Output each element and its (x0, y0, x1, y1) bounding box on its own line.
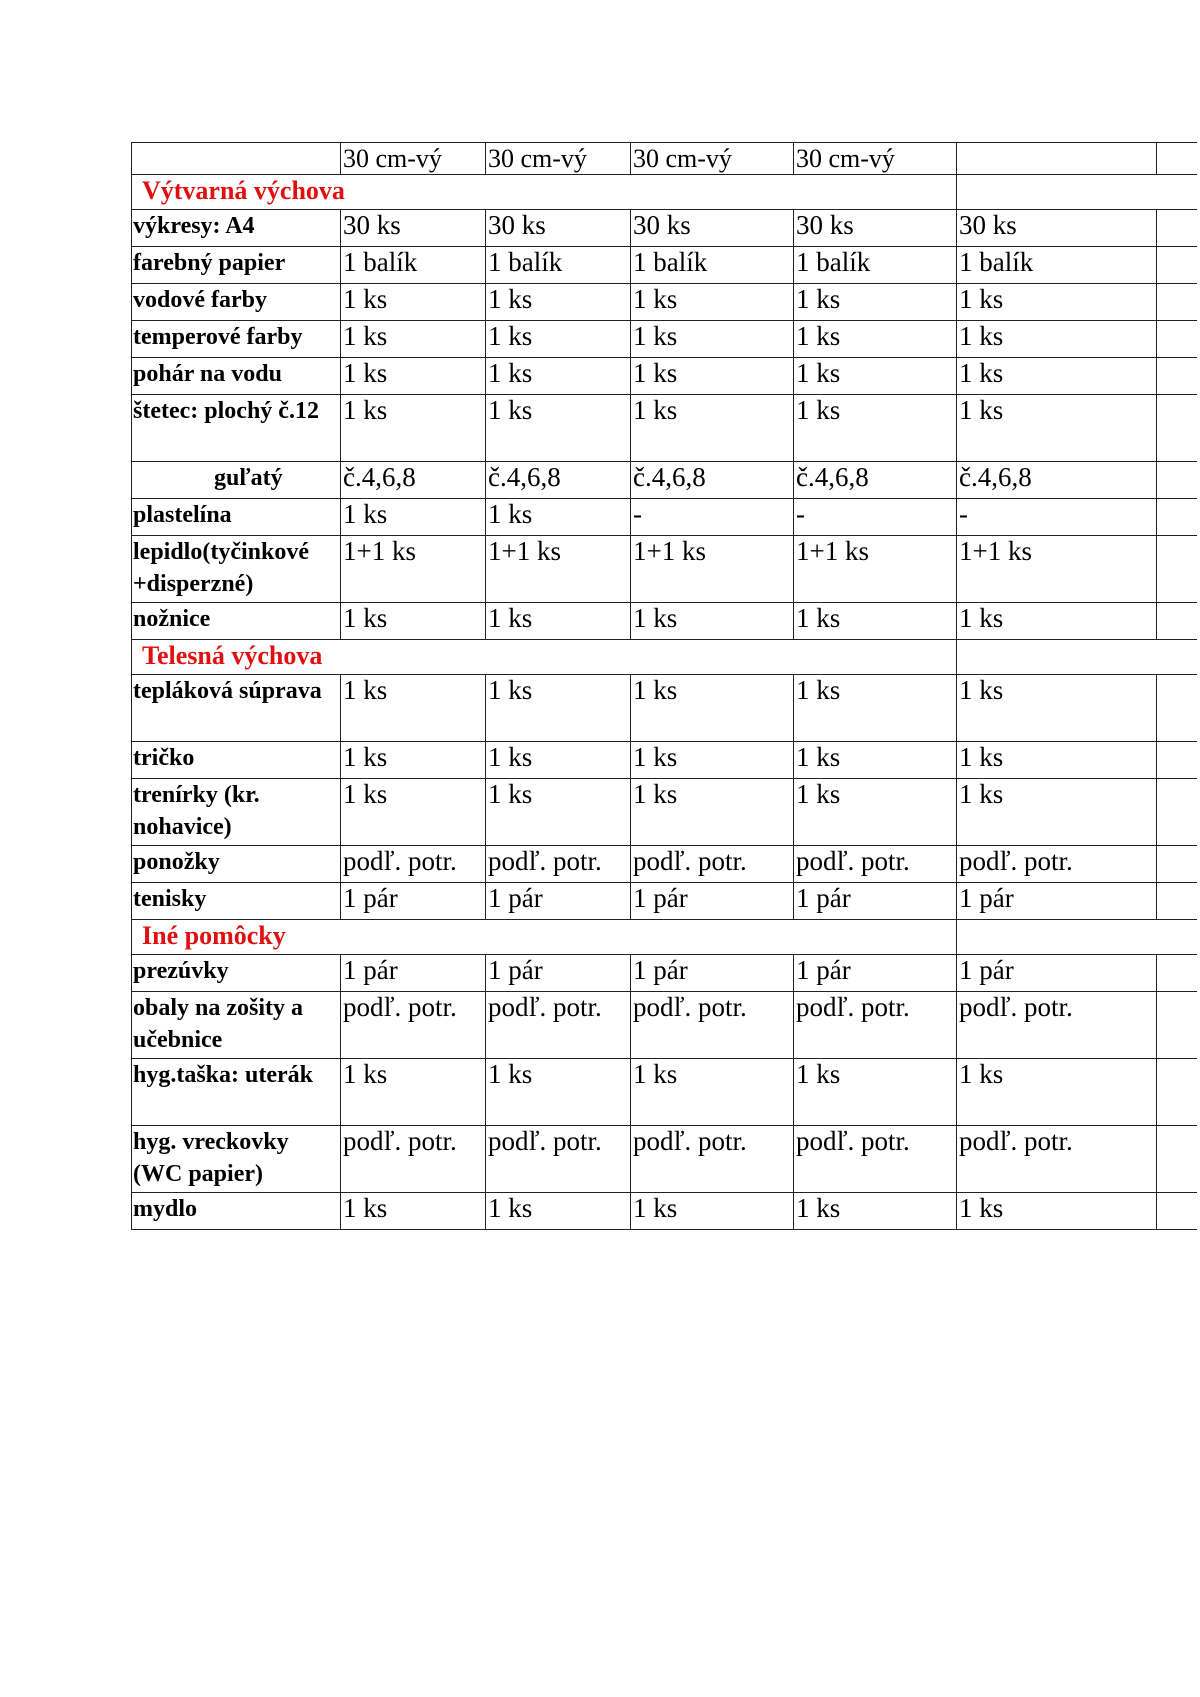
table-row (132, 742, 1197, 779)
table-row (132, 883, 1197, 920)
row-tail-cell (1157, 883, 1197, 920)
item-quantity: č.4,6,8 (794, 462, 957, 499)
table-row (132, 955, 1197, 992)
table-row (132, 846, 1197, 883)
item-label: hyg.taška: uterák (132, 1059, 341, 1126)
item-quantity: 1 ks (341, 742, 486, 779)
item-quantity: 1 pár (341, 955, 486, 992)
item-quantity: 1 pár (794, 883, 957, 920)
item-quantity: 1 ks (341, 395, 486, 462)
item-quantity: 1 ks (957, 742, 1157, 779)
item-quantity: podľ. potr. (631, 1126, 794, 1193)
table-row (132, 1059, 1197, 1126)
item-quantity: podľ. potr. (957, 1126, 1157, 1193)
header-corner-cell (132, 143, 341, 175)
item-quantity: 1 ks (631, 603, 794, 640)
item-quantity: 1 ks (341, 284, 486, 321)
item-quantity: - (794, 499, 957, 536)
item-quantity: 1 pár (631, 883, 794, 920)
table-row (132, 247, 1197, 284)
header-cell (957, 143, 1157, 175)
item-quantity: 1 ks (631, 358, 794, 395)
item-quantity: 1 ks (957, 1059, 1157, 1126)
row-tail-cell (1157, 1193, 1197, 1230)
header-cell: 30 cm-vý (341, 143, 486, 175)
table-row (132, 395, 1197, 462)
section-extra-cell (957, 920, 1197, 955)
item-quantity: č.4,6,8 (341, 462, 486, 499)
header-cell: 30 cm-vý (794, 143, 957, 175)
item-quantity: podľ. potr. (341, 846, 486, 883)
item-quantity: 1 balík (957, 247, 1157, 284)
table-row (132, 358, 1197, 395)
item-quantity: 1 pár (486, 955, 631, 992)
item-label: mydlo (132, 1193, 341, 1230)
item-quantity: 1 ks (341, 779, 486, 846)
item-quantity: 1 ks (794, 1193, 957, 1230)
item-label: obaly na zošity a učebnice (132, 992, 341, 1059)
item-quantity: podľ. potr. (957, 992, 1157, 1059)
item-label: tepláková súprava (132, 675, 341, 742)
item-quantity: 1 ks (486, 358, 631, 395)
item-quantity: 1 ks (794, 675, 957, 742)
row-tail-cell (1157, 603, 1197, 640)
section-title: Iné pomôcky (132, 920, 957, 955)
item-label: farebný papier (132, 247, 341, 284)
item-quantity: 1 ks (341, 1193, 486, 1230)
item-quantity: 1 ks (957, 603, 1157, 640)
item-quantity: 1 pár (631, 955, 794, 992)
item-quantity: podľ. potr. (631, 992, 794, 1059)
header-cell: 30 cm-vý (486, 143, 631, 175)
item-quantity: podľ. potr. (486, 1126, 631, 1193)
item-label: guľatý (132, 462, 341, 499)
table-row (132, 284, 1197, 321)
item-quantity: 1 pár (486, 883, 631, 920)
item-quantity: 1 ks (957, 675, 1157, 742)
item-label: ponožky (132, 846, 341, 883)
item-quantity: podľ. potr. (341, 992, 486, 1059)
item-quantity: 1 ks (486, 1193, 631, 1230)
item-quantity: 1 ks (631, 675, 794, 742)
item-quantity: 1 ks (341, 321, 486, 358)
row-tail-cell (1157, 742, 1197, 779)
item-quantity: 1 pár (341, 883, 486, 920)
item-quantity: 1 ks (794, 358, 957, 395)
row-tail-cell (1157, 536, 1197, 603)
item-quantity: podľ. potr. (794, 992, 957, 1059)
table-row (132, 499, 1197, 536)
row-tail-cell (1157, 675, 1197, 742)
item-quantity: podľ. potr. (341, 1126, 486, 1193)
item-quantity: 1 ks (794, 395, 957, 462)
item-label: štetec: plochý č.12 (132, 395, 341, 462)
item-quantity: 1 ks (341, 358, 486, 395)
table-row (132, 1126, 1197, 1193)
item-quantity: 1 pár (957, 883, 1157, 920)
row-tail-cell (1157, 395, 1197, 462)
section-row (132, 640, 1197, 675)
section-extra-cell (957, 175, 1197, 210)
row-tail-cell (1157, 462, 1197, 499)
item-quantity: 1 ks (794, 779, 957, 846)
item-label: prezúvky (132, 955, 341, 992)
item-quantity: 1 ks (957, 321, 1157, 358)
item-quantity: podľ. potr. (957, 846, 1157, 883)
item-quantity: 1 ks (486, 499, 631, 536)
item-quantity: podľ. potr. (794, 846, 957, 883)
item-quantity: 1 ks (486, 603, 631, 640)
item-quantity: 1 ks (341, 603, 486, 640)
item-label: tenisky (132, 883, 341, 920)
section-row (132, 175, 1197, 210)
section-row (132, 920, 1197, 955)
table-row (132, 992, 1197, 1059)
item-label: trenírky (kr. nohavice) (132, 779, 341, 846)
supplies-table-body (132, 143, 1197, 1230)
item-quantity: 1 ks (486, 675, 631, 742)
row-tail-cell (1157, 210, 1197, 247)
item-quantity: 1 ks (486, 1059, 631, 1126)
item-label: hyg. vreckovky (WC papier) (132, 1126, 341, 1193)
item-quantity: 1 ks (486, 321, 631, 358)
section-title: Telesná výchova (132, 640, 957, 675)
item-quantity: - (957, 499, 1157, 536)
item-quantity: 1 balík (794, 247, 957, 284)
item-quantity: 1+1 ks (957, 536, 1157, 603)
item-quantity: 1 ks (631, 779, 794, 846)
item-quantity: 30 ks (957, 210, 1157, 247)
item-label: nožnice (132, 603, 341, 640)
item-quantity: 1 ks (794, 742, 957, 779)
row-tail-cell (1157, 321, 1197, 358)
item-quantity: 1+1 ks (631, 536, 794, 603)
item-label: lepidlo(tyčinkové +disperzné) (132, 536, 341, 603)
item-quantity: podľ. potr. (794, 1126, 957, 1193)
item-quantity: - (631, 499, 794, 536)
item-quantity: 1 ks (341, 675, 486, 742)
item-quantity: 1+1 ks (486, 536, 631, 603)
item-quantity: 1 ks (631, 321, 794, 358)
item-quantity: č.4,6,8 (957, 462, 1157, 499)
section-extra-cell (957, 640, 1197, 675)
item-quantity: 1 ks (486, 779, 631, 846)
item-quantity: 1 ks (631, 1059, 794, 1126)
item-quantity: 1 pár (794, 955, 957, 992)
item-quantity: 1 pár (957, 955, 1157, 992)
item-quantity: podľ. potr. (486, 992, 631, 1059)
row-tail-cell (1157, 955, 1197, 992)
item-quantity: podľ. potr. (486, 846, 631, 883)
item-quantity: 30 ks (794, 210, 957, 247)
item-quantity: 1 ks (794, 603, 957, 640)
item-quantity: 1 balík (486, 247, 631, 284)
row-tail-cell (1157, 846, 1197, 883)
item-label: tričko (132, 742, 341, 779)
row-tail-cell (1157, 358, 1197, 395)
row-tail-cell (1157, 992, 1197, 1059)
item-quantity: č.4,6,8 (631, 462, 794, 499)
item-label: vodové farby (132, 284, 341, 321)
item-quantity: 1 ks (486, 395, 631, 462)
table-row (132, 779, 1197, 846)
item-quantity: 1 ks (631, 395, 794, 462)
row-tail-cell (1157, 499, 1197, 536)
item-quantity: 1 ks (957, 779, 1157, 846)
item-quantity: podľ. potr. (631, 846, 794, 883)
item-quantity: 30 ks (631, 210, 794, 247)
table-row (132, 321, 1197, 358)
item-quantity: 1 ks (486, 742, 631, 779)
row-tail-cell (1157, 1059, 1197, 1126)
item-quantity: 30 ks (341, 210, 486, 247)
item-quantity: 1 ks (631, 1193, 794, 1230)
item-quantity: 1 ks (341, 499, 486, 536)
item-quantity: 1 balík (341, 247, 486, 284)
item-quantity: 1 ks (957, 1193, 1157, 1230)
item-quantity: 1 ks (794, 321, 957, 358)
header-cell: 30 cm-vý (631, 143, 794, 175)
table-row (132, 536, 1197, 603)
row-tail-cell (1157, 1126, 1197, 1193)
item-quantity: 1 ks (957, 284, 1157, 321)
item-quantity: č.4,6,8 (486, 462, 631, 499)
item-label: temperové farby (132, 321, 341, 358)
item-quantity: 1 balík (631, 247, 794, 284)
item-quantity: 1+1 ks (341, 536, 486, 603)
table-row (132, 462, 1197, 499)
table-row (132, 1193, 1197, 1230)
table-row (132, 603, 1197, 640)
item-label: pohár na vodu (132, 358, 341, 395)
supplies-table (131, 142, 1197, 1230)
row-tail-cell (1157, 247, 1197, 284)
item-quantity: 1 ks (794, 284, 957, 321)
item-quantity: 30 ks (486, 210, 631, 247)
item-quantity: 1 ks (631, 284, 794, 321)
item-label: výkresy: A4 (132, 210, 341, 247)
item-quantity: 1 ks (957, 358, 1157, 395)
section-title: Výtvarná výchova (132, 175, 957, 210)
item-quantity: 1 ks (957, 395, 1157, 462)
item-quantity: 1 ks (486, 284, 631, 321)
row-tail-cell (1157, 284, 1197, 321)
item-quantity: 1 ks (631, 742, 794, 779)
header-tail-cell (1157, 143, 1197, 175)
item-label: plastelína (132, 499, 341, 536)
supplies-sheet (131, 142, 1197, 1230)
item-quantity: 1+1 ks (794, 536, 957, 603)
table-row (132, 675, 1197, 742)
table-row (132, 210, 1197, 247)
header-row (132, 143, 1197, 175)
row-tail-cell (1157, 779, 1197, 846)
item-quantity: 1 ks (341, 1059, 486, 1126)
item-quantity: 1 ks (794, 1059, 957, 1126)
